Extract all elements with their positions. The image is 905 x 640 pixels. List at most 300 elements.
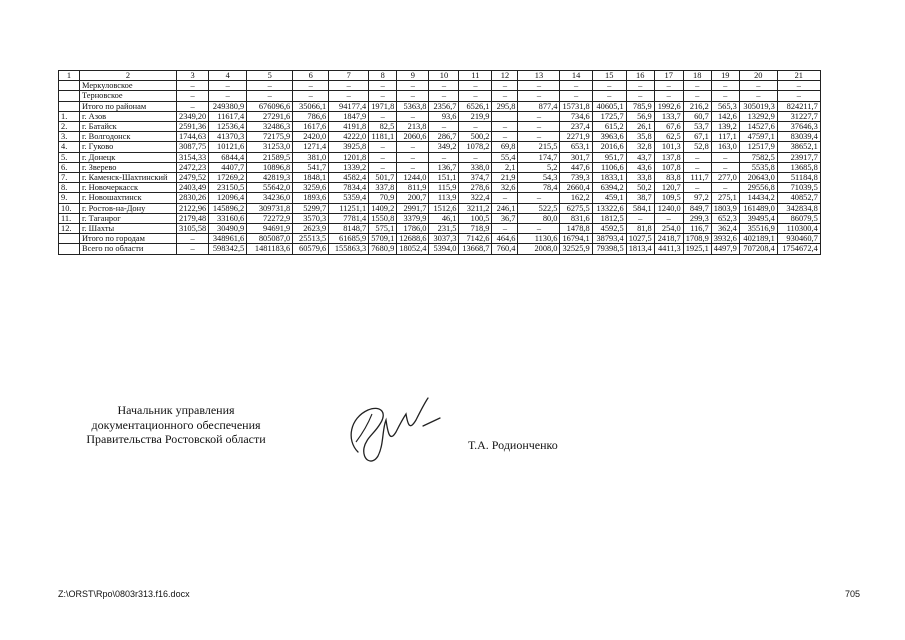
- table-cell: 7781,4: [329, 213, 369, 223]
- table-cell: 4582,4: [329, 173, 369, 183]
- table-cell: 136,7: [429, 162, 459, 172]
- table-cell: 1971,8: [369, 101, 397, 111]
- table-cell: 785,9: [626, 101, 654, 111]
- signatory-title-line: документационного обеспечения: [91, 417, 261, 432]
- table-cell: –: [711, 152, 739, 162]
- table-cell: 7834,4: [329, 183, 369, 193]
- table-cell: 338,0: [459, 162, 492, 172]
- table-cell: 246,1: [492, 203, 518, 213]
- table-cell: 653,1: [560, 142, 592, 152]
- table-cell: 86079,5: [777, 213, 820, 223]
- header-cell: 14: [560, 71, 592, 81]
- table-cell: 1181,1: [369, 132, 397, 142]
- table-cell: 3037,3: [429, 234, 459, 244]
- table-cell: –: [177, 101, 209, 111]
- table-cell: 299,3: [683, 213, 711, 223]
- table-cell: 41370,3: [209, 132, 247, 142]
- table-cell: 55,4: [492, 152, 518, 162]
- header-cell: 17: [654, 71, 683, 81]
- table-cell: –: [711, 91, 739, 101]
- table-cell: 295,8: [492, 101, 518, 111]
- row-name-cell: г. Зверево: [80, 162, 177, 172]
- table-cell: 1992,6: [654, 101, 683, 111]
- table-cell: 3963,6: [592, 132, 626, 142]
- table-cell: 254,0: [654, 224, 683, 234]
- table-cell: 1847,9: [329, 111, 369, 121]
- table-cell: 2660,4: [560, 183, 592, 193]
- table-cell: 584,1: [626, 203, 654, 213]
- table-cell: 12.: [59, 224, 80, 234]
- table-cell: 4592,5: [592, 224, 626, 234]
- table-cell: 8.: [59, 183, 80, 193]
- table-cell: 7582,5: [739, 152, 777, 162]
- table-cell: 1617,6: [293, 122, 329, 132]
- table-cell: 1240,0: [654, 203, 683, 213]
- table-cell: 12517,9: [739, 142, 777, 152]
- table-cell: –: [459, 91, 492, 101]
- table-row: [59, 91, 821, 101]
- table-cell: 3211,2: [459, 203, 492, 213]
- table-cell: 500,2: [459, 132, 492, 142]
- table-cell: –: [492, 193, 518, 203]
- table-cell: 1339,2: [329, 162, 369, 172]
- table-cell: 309731,8: [247, 203, 293, 213]
- table-cell: –: [369, 91, 397, 101]
- table-cell: –: [592, 91, 626, 101]
- table-cell: 2060,6: [397, 132, 429, 142]
- table-cell: 162,2: [560, 193, 592, 203]
- table-cell: 60579,6: [293, 244, 329, 254]
- table-cell: –: [518, 132, 560, 142]
- header-cell: 5: [247, 71, 293, 81]
- table-cell: 33160,6: [209, 213, 247, 223]
- table-cell: 80,0: [518, 213, 560, 223]
- signatory-title-line: Правительства Ростовской области: [86, 432, 266, 446]
- table-cell: 53,7: [683, 122, 711, 132]
- row-name-cell: г. Батайск: [80, 122, 177, 132]
- table-cell: 94691,9: [247, 224, 293, 234]
- table-cell: 47597,1: [739, 132, 777, 142]
- header-cell: 8: [369, 71, 397, 81]
- table-cell: 16794,1: [560, 234, 592, 244]
- table-cell: 1478,8: [560, 224, 592, 234]
- header-cell: 3: [177, 71, 209, 81]
- table-cell: 93,6: [429, 111, 459, 121]
- table-cell: 2122,96: [177, 203, 209, 213]
- table-cell: –: [492, 81, 518, 91]
- table-cell: 107,8: [654, 162, 683, 172]
- table-cell: 213,8: [397, 122, 429, 132]
- table-cell: 3925,8: [329, 142, 369, 152]
- table-cell: –: [429, 81, 459, 91]
- table-cell: 94177,4: [329, 101, 369, 111]
- table-cell: 522,5: [518, 203, 560, 213]
- table-cell: 21,9: [492, 173, 518, 183]
- signatory-title: [64, 403, 288, 447]
- table-cell: 43,7: [626, 152, 654, 162]
- table-cell: 718,9: [459, 224, 492, 234]
- table-cell: –: [683, 91, 711, 101]
- table-cell: 501,7: [369, 173, 397, 183]
- table-cell: 17269,2: [209, 173, 247, 183]
- table-cell: –: [626, 91, 654, 101]
- table-cell: –: [329, 81, 369, 91]
- table-cell: 3087,75: [177, 142, 209, 152]
- table-cell: –: [711, 162, 739, 172]
- table-row: [59, 142, 821, 152]
- table-cell: 2403,49: [177, 183, 209, 193]
- table-cell: –: [777, 81, 820, 91]
- table-cell: 1409,2: [369, 203, 397, 213]
- table-cell: 575,1: [369, 224, 397, 234]
- table-cell: 2472,23: [177, 162, 209, 172]
- table-cell: 5535,8: [739, 162, 777, 172]
- row-name-cell: Терновское: [80, 91, 177, 101]
- table-cell: –: [711, 183, 739, 193]
- table-cell: 337,8: [369, 183, 397, 193]
- table-cell: 32,6: [492, 183, 518, 193]
- table-cell: 3.: [59, 132, 80, 142]
- table-cell: 43,6: [626, 162, 654, 172]
- table-cell: 83,8: [654, 173, 683, 183]
- table-cell: 447,6: [560, 162, 592, 172]
- table-cell: –: [329, 91, 369, 101]
- table-cell: –: [683, 152, 711, 162]
- header-cell: 18: [683, 71, 711, 81]
- table-cell: –: [177, 244, 209, 254]
- table-cell: 5,2: [518, 162, 560, 172]
- table-cell: 82,5: [369, 122, 397, 132]
- table-cell: 286,7: [429, 132, 459, 142]
- table-cell: 676096,6: [247, 101, 293, 111]
- table-cell: –: [369, 142, 397, 152]
- header-cell: 20: [739, 71, 777, 81]
- header-cell: 15: [592, 71, 626, 81]
- table-cell: 1708,9: [683, 234, 711, 244]
- row-name-cell: г. Донецк: [80, 152, 177, 162]
- table-cell: 1813,4: [626, 244, 654, 254]
- table-row: [59, 203, 821, 213]
- table-cell: 652,3: [711, 213, 739, 223]
- table-cell: 1550,8: [369, 213, 397, 223]
- table-cell: 35066,1: [293, 101, 329, 111]
- table-cell: 113,9: [429, 193, 459, 203]
- table-cell: –: [247, 91, 293, 101]
- table-cell: –: [177, 234, 209, 244]
- table-cell: 14527,6: [739, 122, 777, 132]
- table-cell: 237,4: [560, 122, 592, 132]
- table-cell: 5359,4: [329, 193, 369, 203]
- table-cell: 1803,9: [711, 203, 739, 213]
- table-cell: 67,1: [683, 132, 711, 142]
- table-cell: [59, 81, 80, 91]
- table-cell: 11.: [59, 213, 80, 223]
- table-cell: 305019,3: [739, 101, 777, 111]
- table-cell: –: [683, 183, 711, 193]
- table-cell: 83039,4: [777, 132, 820, 142]
- table-cell: –: [429, 152, 459, 162]
- table-cell: 142,6: [711, 111, 739, 121]
- table-cell: 35,8: [626, 132, 654, 142]
- table-cell: 1.: [59, 111, 80, 121]
- table-cell: 23150,5: [209, 183, 247, 193]
- table-cell: 79398,5: [592, 244, 626, 254]
- table-cell: 100,5: [459, 213, 492, 223]
- table-cell: 1481183,6: [247, 244, 293, 254]
- header-cell: 7: [329, 71, 369, 81]
- table-cell: –: [683, 81, 711, 91]
- table-cell: 70,9: [369, 193, 397, 203]
- header-cell: 4: [209, 71, 247, 81]
- table-cell: 137,8: [654, 152, 683, 162]
- table-cell: 1893,6: [293, 193, 329, 203]
- table-cell: –: [492, 122, 518, 132]
- table-cell: 2008,0: [518, 244, 560, 254]
- table-cell: 50,2: [626, 183, 654, 193]
- table-cell: 174,7: [518, 152, 560, 162]
- table-cell: 55642,0: [247, 183, 293, 193]
- table-cell: 6.: [59, 162, 80, 172]
- table-cell: –: [626, 213, 654, 223]
- header-cell: 10: [429, 71, 459, 81]
- table-cell: 2349,20: [177, 111, 209, 121]
- table-cell: 2271,9: [560, 132, 592, 142]
- table-cell: 6526,1: [459, 101, 492, 111]
- table-row: [59, 234, 821, 244]
- table-cell: –: [518, 193, 560, 203]
- row-name-cell: г. Гуково: [80, 142, 177, 152]
- table-cell: 115,9: [429, 183, 459, 193]
- table-cell: 10121,6: [209, 142, 247, 152]
- table-cell: 30490,9: [209, 224, 247, 234]
- table-cell: –: [293, 91, 329, 101]
- table-row: [59, 183, 821, 193]
- table-cell: 2179,48: [177, 213, 209, 223]
- table-cell: 21589,5: [247, 152, 293, 162]
- table-cell: 155863,3: [329, 244, 369, 254]
- table-cell: –: [247, 81, 293, 91]
- table-cell: 38652,1: [777, 142, 820, 152]
- table-cell: 1848,1: [293, 173, 329, 183]
- table-cell: –: [518, 111, 560, 121]
- table-cell: 111,7: [683, 173, 711, 183]
- table-cell: 7680,9: [369, 244, 397, 254]
- table-cell: 12096,4: [209, 193, 247, 203]
- header-cell: 6: [293, 71, 329, 81]
- table-cell: 33,8: [626, 173, 654, 183]
- table-cell: 120,7: [654, 183, 683, 193]
- table-cell: 1725,7: [592, 111, 626, 121]
- table-header-row: [59, 71, 821, 81]
- table-cell: 36,7: [492, 213, 518, 223]
- footer-file-path: Z:\ORST\Rpo\0803r313.f16.docx: [58, 589, 190, 599]
- header-cell: 2: [80, 71, 177, 81]
- row-name-cell: Итого по городам: [80, 234, 177, 244]
- table-cell: 11251,1: [329, 203, 369, 213]
- table-cell: 3379,9: [397, 213, 429, 223]
- table-cell: [59, 91, 80, 101]
- table-cell: –: [369, 111, 397, 121]
- table-cell: 2418,7: [654, 234, 683, 244]
- table-cell: –: [293, 81, 329, 91]
- table-cell: –: [397, 162, 429, 172]
- table-cell: 278,6: [459, 183, 492, 193]
- table-cell: 3259,6: [293, 183, 329, 193]
- table-cell: 2623,9: [293, 224, 329, 234]
- table-cell: 301,7: [560, 152, 592, 162]
- table-cell: –: [518, 224, 560, 234]
- table-cell: 26,1: [626, 122, 654, 132]
- table-cell: –: [459, 152, 492, 162]
- table-cell: –: [369, 162, 397, 172]
- table-cell: 6394,2: [592, 183, 626, 193]
- table-row: [59, 122, 821, 132]
- table-cell: 1833,1: [592, 173, 626, 183]
- table-cell: 565,3: [711, 101, 739, 111]
- table-cell: 139,2: [711, 122, 739, 132]
- table-cell: 23917,7: [777, 152, 820, 162]
- table-cell: –: [560, 91, 592, 101]
- table-cell: 32525,9: [560, 244, 592, 254]
- table-cell: –: [397, 142, 429, 152]
- table-cell: 2,1: [492, 162, 518, 172]
- table-cell: –: [654, 81, 683, 91]
- table-cell: 734,6: [560, 111, 592, 121]
- table-cell: –: [492, 224, 518, 234]
- table-cell: 37646,3: [777, 122, 820, 132]
- table-cell: 5709,1: [369, 234, 397, 244]
- table-cell: 31227,7: [777, 111, 820, 121]
- table-cell: 541,7: [293, 162, 329, 172]
- table-cell: 5299,7: [293, 203, 329, 213]
- table-cell: 25513,5: [293, 234, 329, 244]
- table-cell: –: [711, 81, 739, 91]
- table-cell: 3570,3: [293, 213, 329, 223]
- table-cell: 3154,33: [177, 152, 209, 162]
- table-cell: 219,9: [459, 111, 492, 121]
- table-cell: 277,0: [711, 173, 739, 183]
- table-cell: 11617,4: [209, 111, 247, 121]
- table-cell: 60,7: [683, 111, 711, 121]
- table-cell: 342834,8: [777, 203, 820, 213]
- table-cell: 2420,0: [293, 132, 329, 142]
- table-cell: 29556,8: [739, 183, 777, 193]
- table-cell: 72175,9: [247, 132, 293, 142]
- row-name-cell: Меркуловское: [80, 81, 177, 91]
- header-cell: 21: [777, 71, 820, 81]
- table-cell: 402189,1: [739, 234, 777, 244]
- table-cell: 39495,4: [739, 213, 777, 223]
- table-cell: 348961,6: [209, 234, 247, 244]
- header-cell: 1: [59, 71, 80, 81]
- table-cell: 15731,8: [560, 101, 592, 111]
- table-cell: 101,3: [654, 142, 683, 152]
- statistics-table: [58, 70, 821, 255]
- footer-page-number: 705: [844, 589, 860, 599]
- table-cell: 5394,0: [429, 244, 459, 254]
- table-cell: 849,7: [683, 203, 711, 213]
- header-cell: 16: [626, 71, 654, 81]
- row-name-cell: г. Азов: [80, 111, 177, 121]
- table-cell: 615,2: [592, 122, 626, 132]
- table-cell: –: [177, 81, 209, 91]
- table-cell: –: [492, 132, 518, 142]
- table-cell: 78,4: [518, 183, 560, 193]
- table-cell: 13322,6: [592, 203, 626, 213]
- table-cell: 6275,5: [560, 203, 592, 213]
- row-name-cell: г. Новошахтинск: [80, 193, 177, 203]
- table-cell: 34236,0: [247, 193, 293, 203]
- table-cell: 760,4: [492, 244, 518, 254]
- table-cell: 930460,7: [777, 234, 820, 244]
- table-cell: 56,9: [626, 111, 654, 121]
- table-cell: 52,8: [683, 142, 711, 152]
- table-cell: –: [459, 122, 492, 132]
- table-cell: 13292,9: [739, 111, 777, 121]
- table-row: [59, 101, 821, 111]
- table-cell: –: [397, 91, 429, 101]
- table-cell: 4222,0: [329, 132, 369, 142]
- table-cell: –: [654, 213, 683, 223]
- header-cell: 19: [711, 71, 739, 81]
- table-cell: 13668,7: [459, 244, 492, 254]
- table-cell: 9.: [59, 193, 80, 203]
- table-cell: 61685,9: [329, 234, 369, 244]
- table-cell: 707208,4: [739, 244, 777, 254]
- header-cell: 13: [518, 71, 560, 81]
- table-cell: 14434,2: [739, 193, 777, 203]
- table-cell: 72272,9: [247, 213, 293, 223]
- row-name-cell: г. Новочеркасск: [80, 183, 177, 193]
- table-cell: 216,2: [683, 101, 711, 111]
- table-cell: 163,0: [711, 142, 739, 152]
- table-row: [59, 162, 821, 172]
- table-cell: 6844,4: [209, 152, 247, 162]
- table-cell: 32486,3: [247, 122, 293, 132]
- table-cell: 1812,5: [592, 213, 626, 223]
- table-cell: 38,7: [626, 193, 654, 203]
- row-name-cell: г. Ростов-на-Дону: [80, 203, 177, 213]
- table-row: [59, 224, 821, 234]
- table-cell: 38793,4: [592, 234, 626, 244]
- table-cell: –: [369, 81, 397, 91]
- table-cell: 824211,7: [777, 101, 820, 111]
- table-cell: 161489,0: [739, 203, 777, 213]
- table-cell: 42819,3: [247, 173, 293, 183]
- table-cell: 1754672,4: [777, 244, 820, 254]
- table-cell: 381,0: [293, 152, 329, 162]
- table-cell: 349,2: [429, 142, 459, 152]
- table-cell: 1925,1: [683, 244, 711, 254]
- table-cell: 20643,0: [739, 173, 777, 183]
- table-cell: 3932,6: [711, 234, 739, 244]
- table-cell: 31253,0: [247, 142, 293, 152]
- table-cell: 32,8: [626, 142, 654, 152]
- table-cell: 2.: [59, 122, 80, 132]
- signatory-title-line: Начальник управления: [117, 403, 235, 417]
- table-cell: 4411,3: [654, 244, 683, 254]
- table-cell: –: [560, 81, 592, 91]
- table-cell: 8148,7: [329, 224, 369, 234]
- table-cell: 598342,5: [209, 244, 247, 254]
- table-cell: –: [739, 91, 777, 101]
- table-cell: 133,7: [654, 111, 683, 121]
- row-name-cell: г. Таганрог: [80, 213, 177, 223]
- table-cell: 805087,0: [247, 234, 293, 244]
- table-cell: 81,8: [626, 224, 654, 234]
- table-cell: –: [626, 81, 654, 91]
- table-cell: –: [209, 81, 247, 91]
